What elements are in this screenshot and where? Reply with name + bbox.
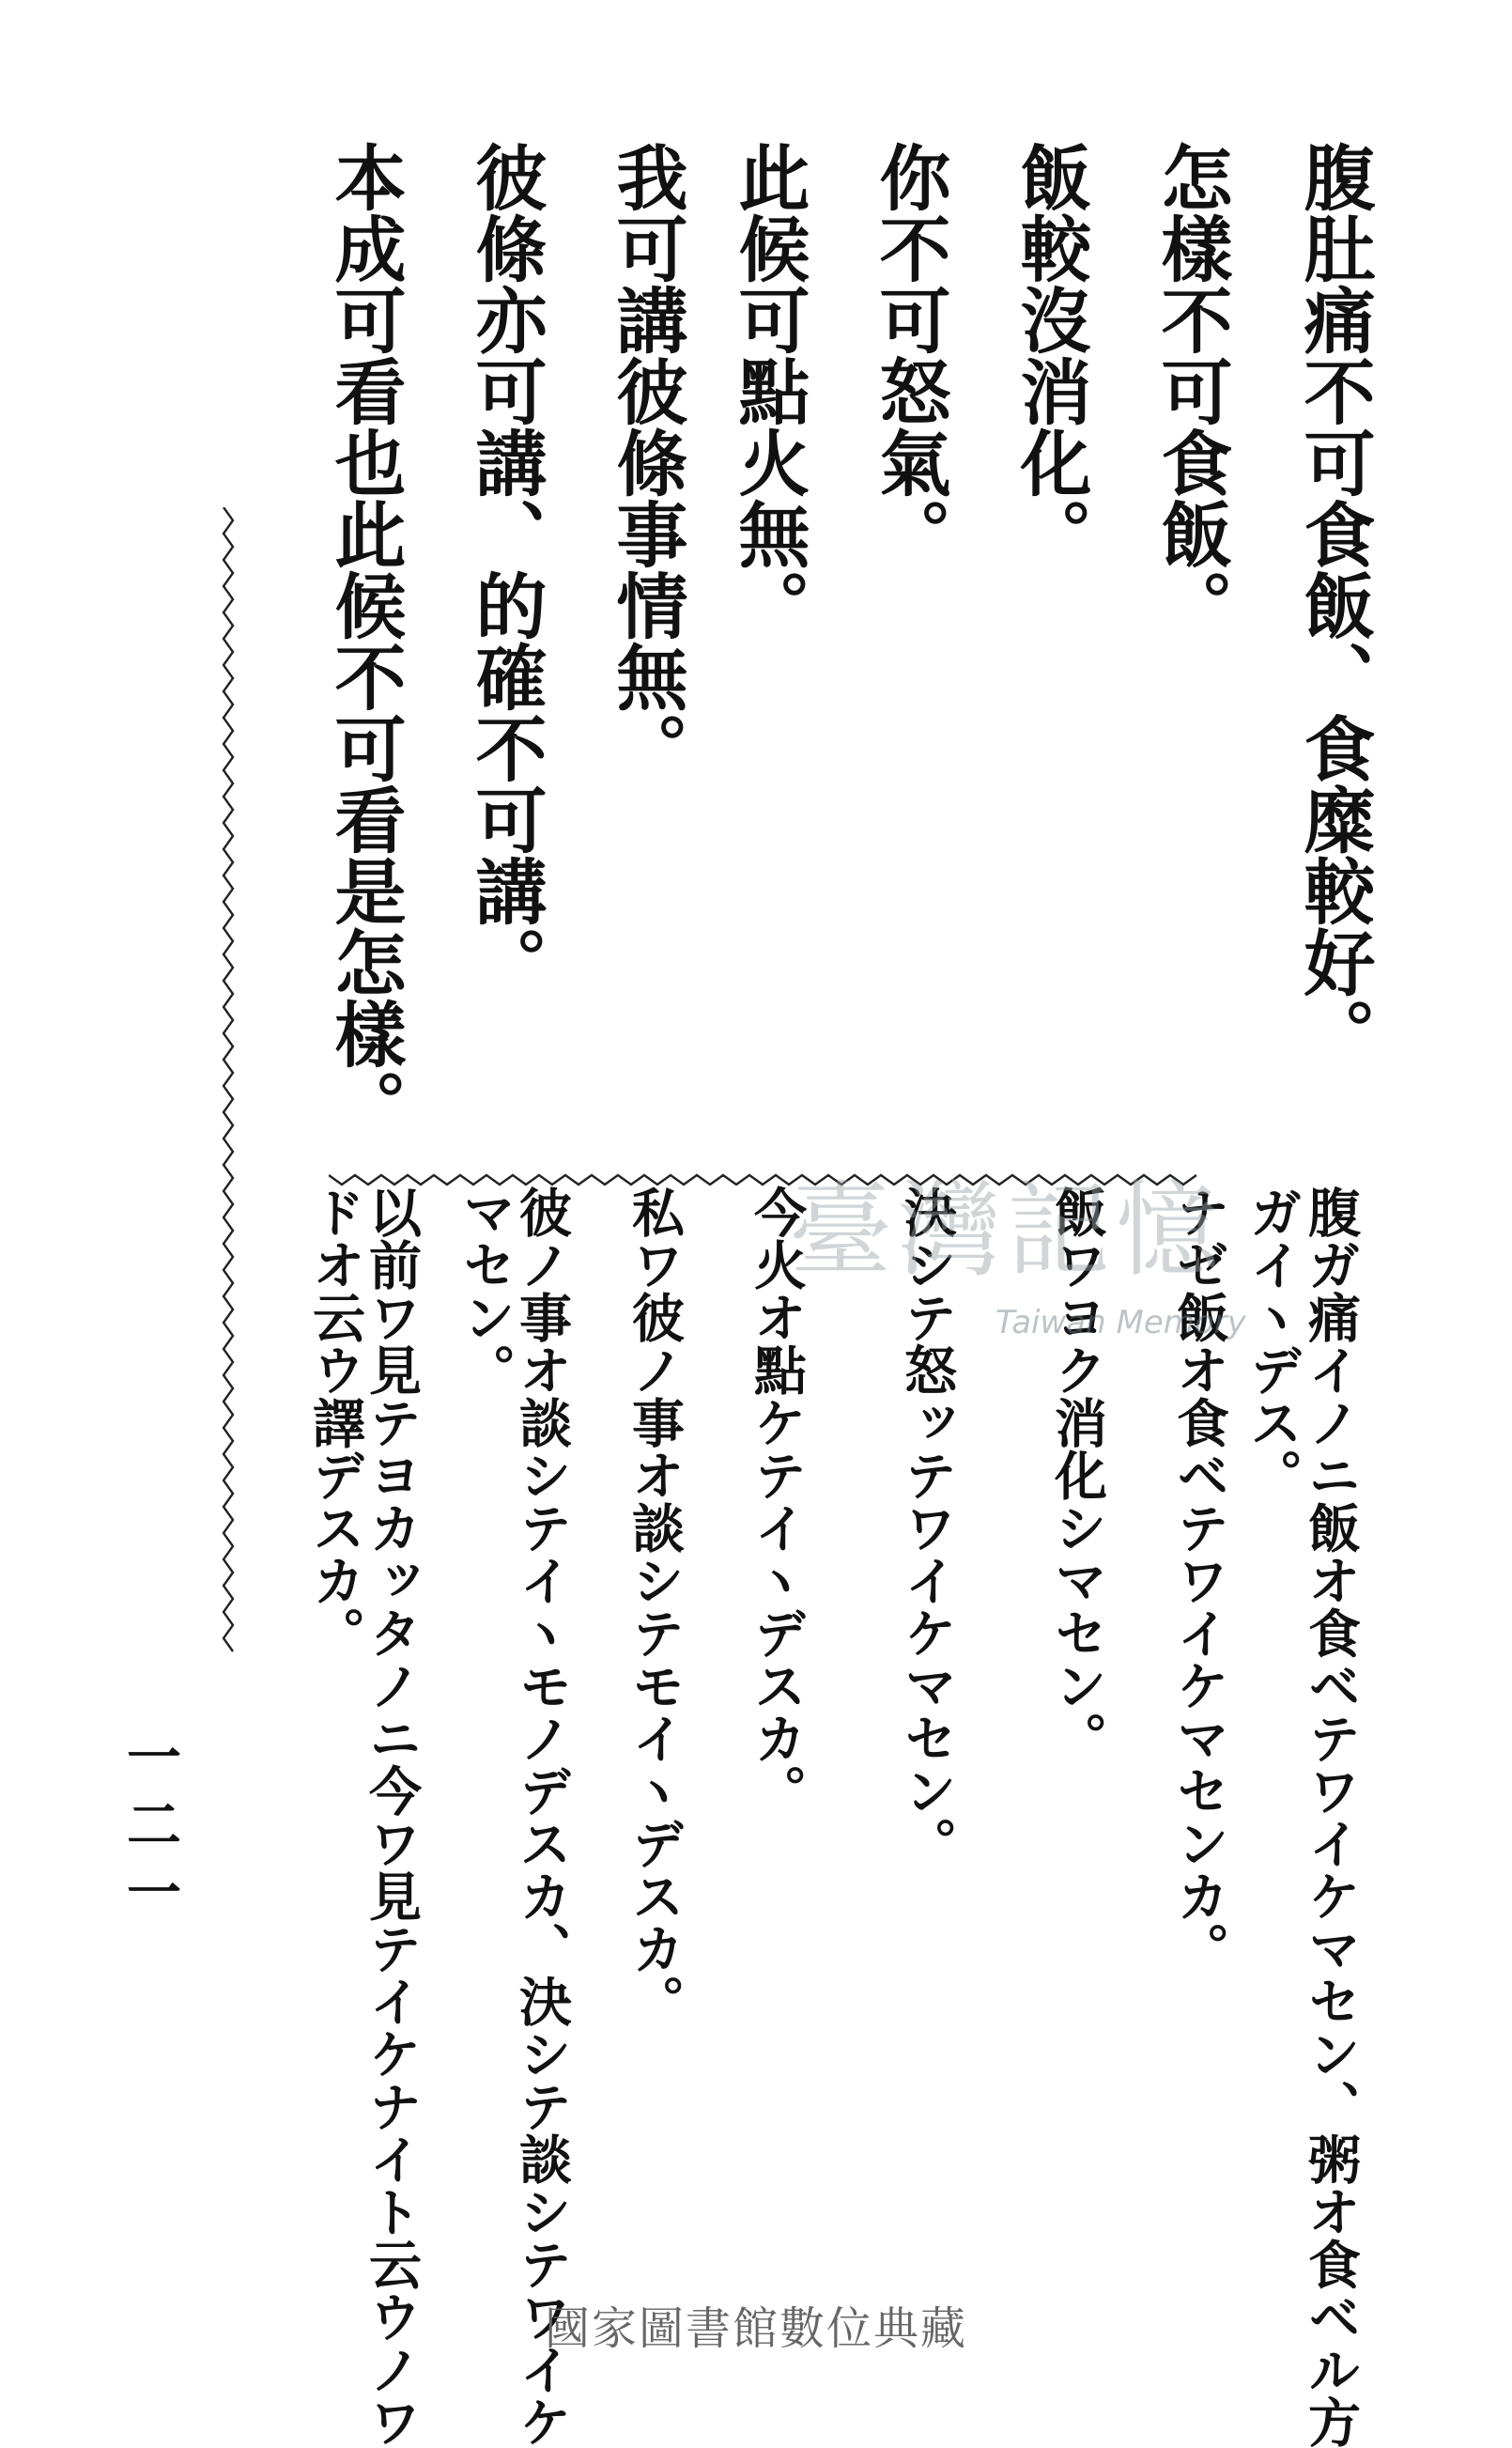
taiwanese-line-7: 彼條亦可講、的確不可講。 [464, 141, 548, 998]
taiwanese-line-5: 此候可點火無。 [727, 141, 810, 641]
japanese-line-4: 飯ワヨク消化シマセン。 [1046, 1185, 1108, 1764]
taiwanese-line-4: 你不可怒氣。 [868, 141, 951, 569]
japanese-line-8: 彼ノ事オ談シテイヽモノデスカ、決シテ談シテワイケ [511, 1185, 573, 2448]
taiwanese-line-1: 腹肚痛不可食飯、食糜較好。 [1292, 141, 1376, 1069]
japanese-line-9: マセン。 [455, 1185, 517, 1396]
taiwanese-line-2: 怎樣不可食飯。 [1149, 141, 1233, 641]
japanese-line-1: 腹ガ痛イノニ飯オ食ベテワイケマセン、粥オ食ベル方 [1300, 1185, 1362, 2448]
vertical-zigzag-divider [218, 507, 240, 1653]
taiwanese-line-6: 我可講彼條事情無。 [605, 141, 688, 783]
footer-collection-label: 國家圖書館數位典藏 [544, 2302, 967, 2355]
page-number: 一二一 [117, 1728, 181, 1931]
japanese-line-7: 私ワ彼ノ事オ談シテモイヽデスカ。 [624, 1185, 686, 2027]
watermark-title: 臺灣記憶 [789, 1170, 1225, 1291]
japanese-line-5: 決シテ怒ッテワイケマセン。 [896, 1185, 958, 1869]
japanese-line-11: ドオ云ウ譯デスカ。 [304, 1185, 366, 1659]
japanese-line-2: ガイヽデス。 [1242, 1185, 1304, 1501]
taiwanese-line-3: 飯較沒消化。 [1009, 141, 1092, 569]
japanese-line-6: 今火オ點ケテイヽデスカ。 [746, 1185, 808, 1817]
watermark-subtitle: Taiwan Memory [995, 1304, 1246, 1341]
japanese-line-3: ナゼ飯オ食ベテワイケマセンカ。 [1168, 1185, 1230, 1975]
taiwanese-line-8: 本成可看也此候不可看是怎樣。 [323, 141, 407, 1140]
watermark-logo [779, 1170, 1268, 1362]
japanese-line-10: 以前ワ見テヨカッタノニ今ワ見テイケナイト云ウノワ [361, 1185, 423, 2448]
